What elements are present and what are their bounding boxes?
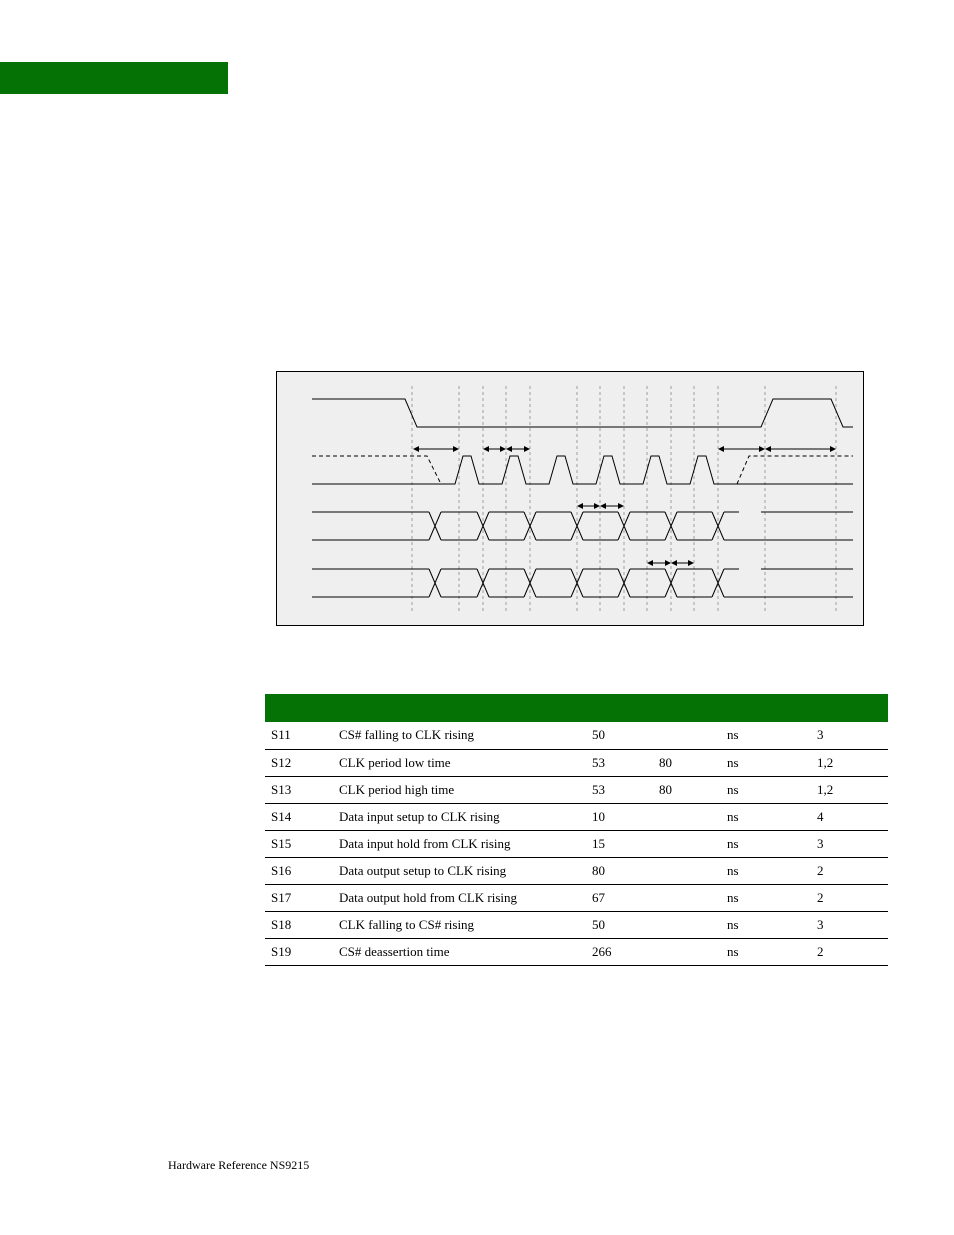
arrow-s11-head — [413, 446, 419, 452]
min-cell: 15 — [592, 835, 605, 851]
notes-cell: 2 — [817, 943, 824, 959]
notes-cell: 4 — [817, 808, 824, 824]
notes-cell: 3 — [817, 916, 824, 932]
timing-guide-lines — [412, 386, 836, 612]
arrow-s12-head — [483, 446, 489, 452]
min-cell: 266 — [592, 943, 612, 959]
arrow-s19-head — [765, 446, 771, 452]
notes-cell: 1,2 — [817, 754, 834, 770]
min-cell: 50 — [592, 916, 605, 932]
notes-cell: 3 — [817, 835, 824, 851]
description-cell: CLK falling to CS# rising — [339, 916, 475, 932]
arrow-s18-head — [759, 446, 765, 452]
unit-cell: ns — [727, 754, 739, 770]
param-cell: S17 — [271, 889, 292, 905]
clk-idle-dashed — [312, 456, 441, 484]
table-row — [265, 857, 888, 884]
param-cell: S15 — [271, 835, 292, 851]
arrow-s16-head — [647, 560, 653, 566]
param-cell: S12 — [271, 754, 292, 770]
arrow-s12-head — [500, 446, 506, 452]
signal-waveforms — [312, 399, 853, 597]
timing-arrows — [413, 446, 836, 566]
timing-diagram — [276, 371, 864, 626]
description-cell: CLK period high time — [339, 781, 455, 797]
notes-cell: 2 — [817, 862, 824, 878]
description-cell: CLK period low time — [339, 754, 451, 770]
arrow-s15-head — [618, 503, 624, 509]
table-row — [265, 803, 888, 830]
arrow-s15-head — [600, 503, 606, 509]
max-cell: 80 — [659, 754, 672, 770]
arrow-s14-head — [577, 503, 583, 509]
arrow-s13-head — [506, 446, 512, 452]
notes-cell: 1,2 — [817, 781, 834, 797]
arrow-s16-head — [665, 560, 671, 566]
param-cell: S13 — [271, 781, 292, 797]
notes-cell: 3 — [817, 727, 824, 743]
unit-cell: ns — [727, 943, 739, 959]
table-row — [265, 749, 888, 776]
param-cell: S18 — [271, 916, 292, 932]
min-cell: 80 — [592, 862, 605, 878]
max-cell — [659, 938, 727, 965]
max-cell — [659, 803, 727, 830]
description-cell: Data output setup to CLK rising — [339, 862, 507, 878]
arrow-s17-head — [688, 560, 694, 566]
param-cell: S14 — [271, 808, 292, 824]
description-cell: Data input setup to CLK rising — [339, 808, 500, 824]
description-cell: Data output hold from CLK rising — [339, 889, 518, 905]
table-row — [265, 911, 888, 938]
unit-cell: ns — [727, 862, 739, 878]
unit-cell: ns — [727, 727, 739, 743]
min-cell: 67 — [592, 889, 605, 905]
unit-cell: ns — [727, 889, 739, 905]
param-cell: S16 — [271, 862, 292, 878]
arrow-s19-head — [830, 446, 836, 452]
table-row — [265, 884, 888, 911]
max-cell — [659, 722, 727, 749]
min-cell: 50 — [592, 727, 605, 743]
param-cell: S19 — [271, 943, 292, 959]
arrow-s13-head — [524, 446, 530, 452]
unit-cell: ns — [727, 808, 739, 824]
arrow-s18-head — [718, 446, 724, 452]
description-cell: CS# deassertion time — [339, 943, 450, 959]
param-cell: S11 — [271, 727, 291, 743]
unit-cell: ns — [727, 835, 739, 851]
max-cell — [659, 884, 727, 911]
min-cell: 53 — [592, 781, 605, 797]
arrow-s17-head — [671, 560, 677, 566]
arrow-s11-head — [453, 446, 459, 452]
table-row — [265, 776, 888, 803]
table-row — [265, 830, 888, 857]
table-header-row — [265, 694, 888, 722]
unit-cell: ns — [727, 781, 739, 797]
unit-cell: ns — [727, 916, 739, 932]
max-cell — [659, 857, 727, 884]
table-row — [265, 722, 888, 749]
description-cell: Data input hold from CLK rising — [339, 835, 511, 851]
max-cell — [659, 911, 727, 938]
clk-waveform — [312, 456, 737, 484]
timing-parameters-table — [265, 694, 888, 966]
arrow-s14-head — [594, 503, 600, 509]
notes-cell: 2 — [817, 889, 824, 905]
timing-diagram-svg — [277, 372, 865, 627]
header-bar — [0, 62, 228, 94]
max-cell: 80 — [659, 781, 672, 797]
cs-waveform — [312, 399, 853, 427]
max-cell — [659, 830, 727, 857]
min-cell: 10 — [592, 808, 605, 824]
min-cell: 53 — [592, 754, 605, 770]
table-row — [265, 938, 888, 965]
footer-text: Hardware Reference NS9215 — [168, 1158, 310, 1172]
description-cell: CS# falling to CLK rising — [339, 727, 475, 743]
